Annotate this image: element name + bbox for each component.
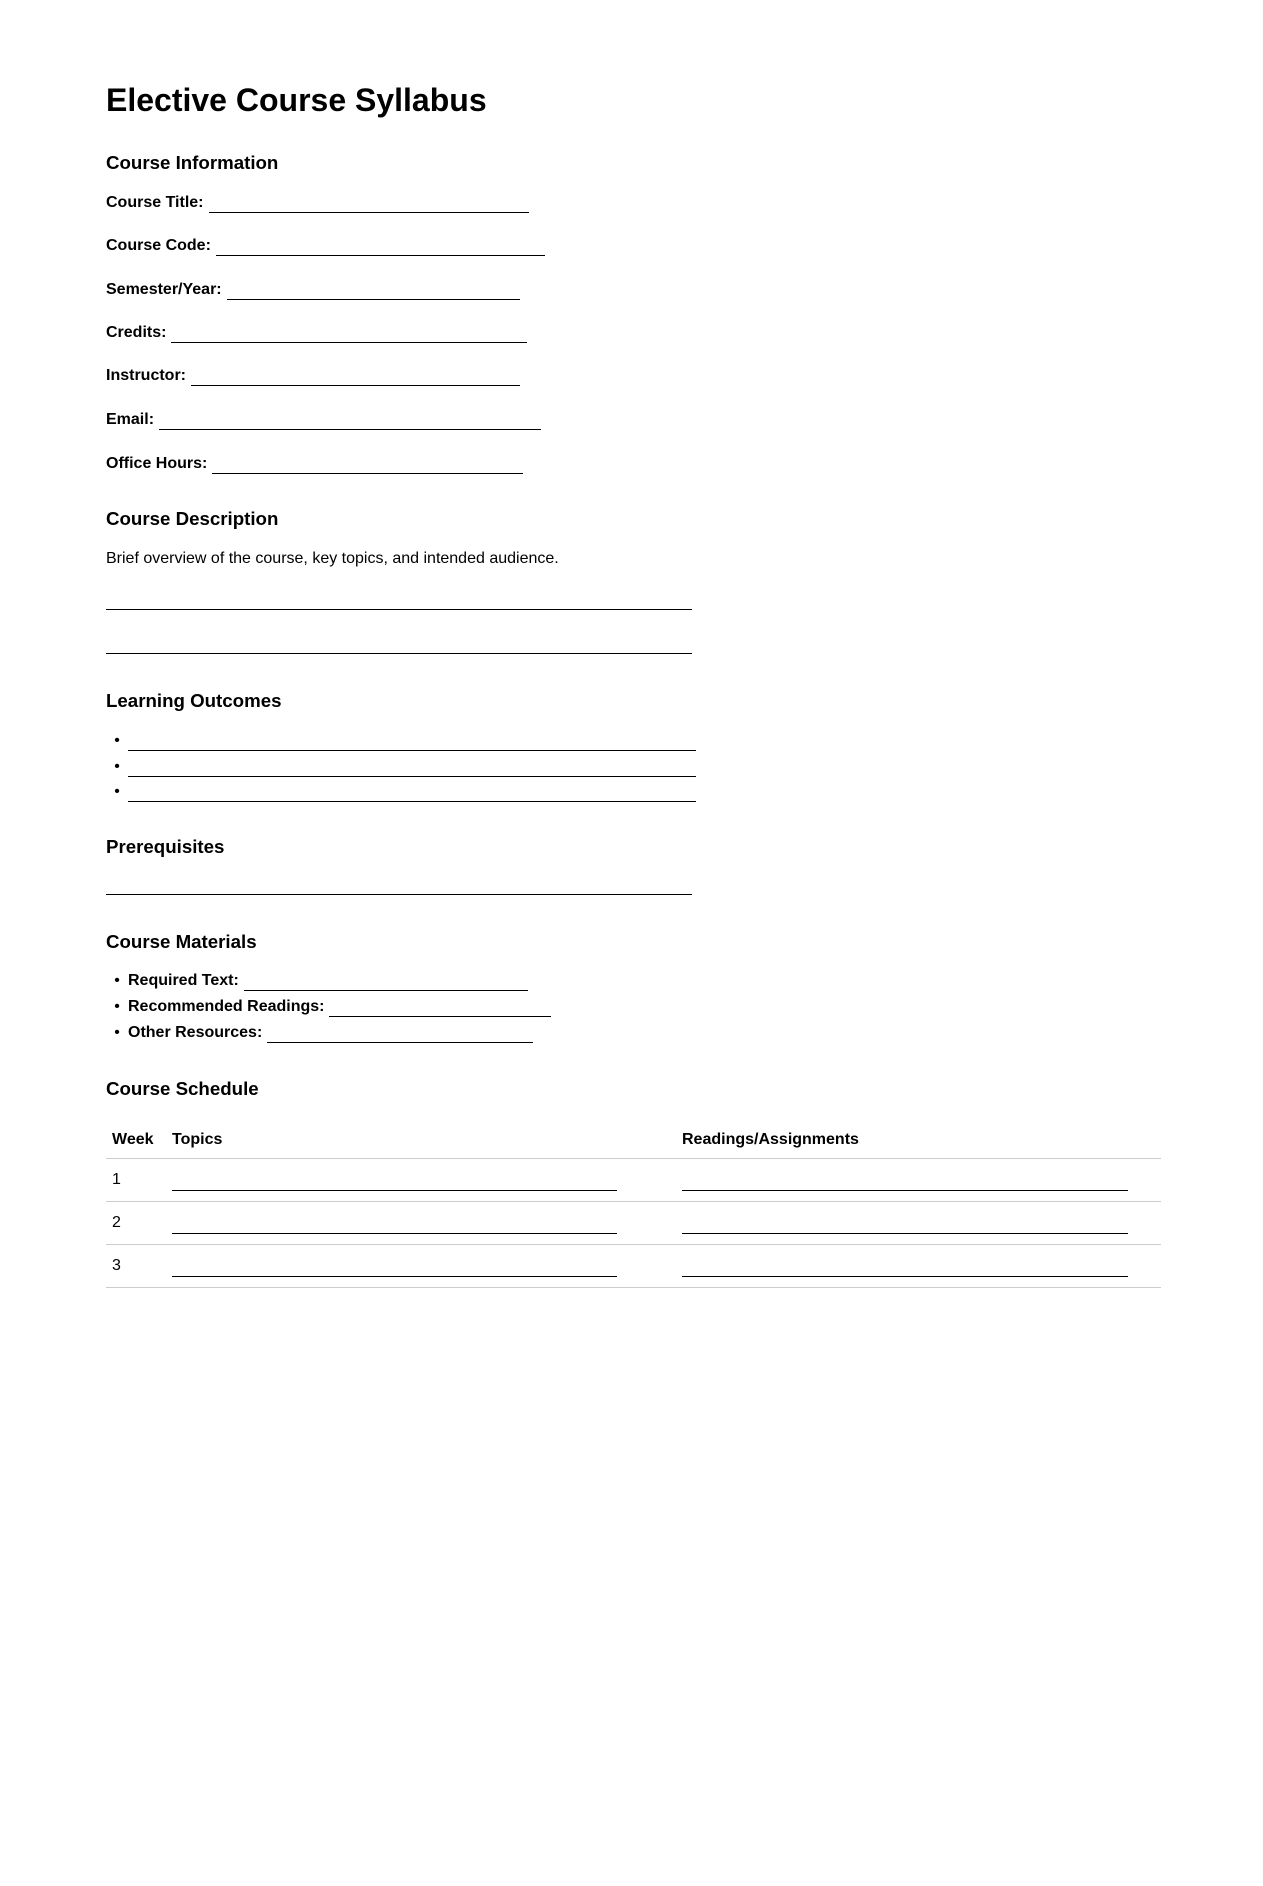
readings-blank[interactable] xyxy=(682,1262,1128,1277)
week-cell: 1 xyxy=(106,1159,166,1202)
section-heading-learning-outcomes: Learning Outcomes xyxy=(106,690,282,711)
bullet-icon: • xyxy=(114,972,120,989)
course-schedule-table xyxy=(106,1122,1161,1288)
learning-outcome-blank[interactable] xyxy=(128,786,696,802)
topics-cell[interactable] xyxy=(166,1159,676,1202)
column-header-readings: Readings/Assignments xyxy=(676,1122,1161,1159)
readings-blank[interactable] xyxy=(682,1219,1128,1234)
field-email xyxy=(106,410,541,430)
material-label: Required Text: xyxy=(128,972,239,989)
field-label: Instructor: xyxy=(106,367,186,384)
bullet-icon: • xyxy=(114,998,120,1015)
section-heading-prerequisites: Prerequisites xyxy=(106,836,225,857)
learning-outcome-blank[interactable] xyxy=(128,761,696,777)
bullet-icon: • xyxy=(114,1024,120,1041)
field-label: Credits: xyxy=(106,324,167,341)
required-text-blank[interactable] xyxy=(244,975,528,991)
section-heading-course-schedule: Course Schedule xyxy=(106,1078,259,1099)
topics-blank[interactable] xyxy=(172,1262,617,1277)
field-course-code xyxy=(106,236,545,256)
email-blank[interactable] xyxy=(159,414,541,430)
table-header-row xyxy=(106,1122,1161,1159)
material-item-recommended-readings xyxy=(106,997,551,1017)
column-header-week: Week xyxy=(106,1122,166,1159)
course-title-blank[interactable] xyxy=(209,197,529,213)
course-description-line-2[interactable] xyxy=(106,653,692,654)
field-instructor xyxy=(106,366,520,386)
table-row xyxy=(106,1159,1161,1202)
learning-outcome-item xyxy=(106,757,696,777)
field-label: Email: xyxy=(106,411,155,428)
field-credits xyxy=(106,323,527,343)
other-resources-blank[interactable] xyxy=(267,1027,533,1043)
learning-outcome-item xyxy=(106,782,696,802)
week-cell: 2 xyxy=(106,1202,166,1245)
topics-cell[interactable] xyxy=(166,1245,676,1288)
bullet-icon: • xyxy=(114,783,120,800)
section-heading-course-description: Course Description xyxy=(106,508,279,529)
column-header-topics: Topics xyxy=(166,1122,676,1159)
field-course-title xyxy=(106,193,529,213)
course-description-line-1[interactable] xyxy=(106,609,692,610)
topics-cell[interactable] xyxy=(166,1202,676,1245)
table-row xyxy=(106,1202,1161,1245)
credits-blank[interactable] xyxy=(171,327,527,343)
topics-blank[interactable] xyxy=(172,1219,617,1234)
field-semester-year xyxy=(106,280,520,300)
course-code-blank[interactable] xyxy=(216,240,545,256)
bullet-icon: • xyxy=(114,758,120,775)
learning-outcome-item xyxy=(106,731,696,751)
readings-cell[interactable] xyxy=(676,1159,1161,1202)
readings-cell[interactable] xyxy=(676,1202,1161,1245)
page-title: Elective Course Syllabus xyxy=(106,82,487,118)
material-item-required-text xyxy=(106,971,528,991)
material-item-other-resources xyxy=(106,1023,533,1043)
material-label: Recommended Readings: xyxy=(128,998,325,1015)
learning-outcome-blank[interactable] xyxy=(128,735,696,751)
office-hours-blank[interactable] xyxy=(212,458,523,474)
week-cell: 3 xyxy=(106,1245,166,1288)
section-heading-course-information: Course Information xyxy=(106,152,279,173)
instructor-blank[interactable] xyxy=(191,370,520,386)
table-row xyxy=(106,1245,1161,1288)
recommended-readings-blank[interactable] xyxy=(329,1001,551,1017)
bullet-icon: • xyxy=(114,732,120,749)
semester-year-blank[interactable] xyxy=(227,284,520,300)
field-label: Office Hours: xyxy=(106,455,208,472)
field-label: Course Code: xyxy=(106,237,211,254)
readings-cell[interactable] xyxy=(676,1245,1161,1288)
readings-blank[interactable] xyxy=(682,1176,1128,1191)
prerequisites-line[interactable] xyxy=(106,894,692,895)
course-description-prompt: Brief overview of the course, key topics, and intended audience. xyxy=(106,550,559,567)
field-label: Course Title: xyxy=(106,194,204,211)
field-office-hours xyxy=(106,454,523,474)
material-label: Other Resources: xyxy=(128,1024,263,1041)
topics-blank[interactable] xyxy=(172,1176,617,1191)
field-label: Semester/Year: xyxy=(106,281,222,298)
section-heading-course-materials: Course Materials xyxy=(106,931,257,952)
